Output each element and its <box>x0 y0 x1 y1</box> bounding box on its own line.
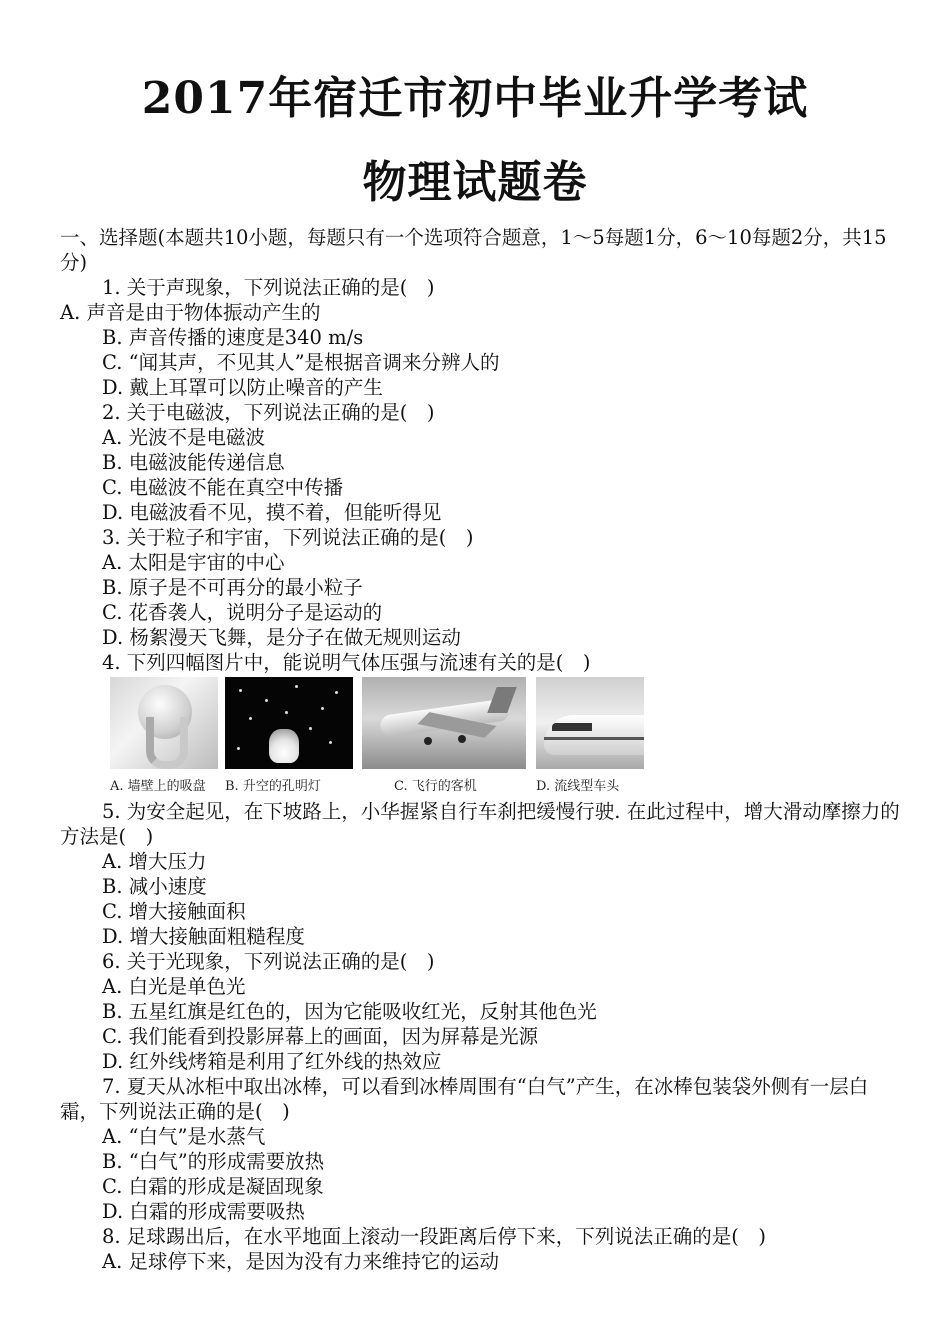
option-1b: B. 声音传播的速度是340 m/s <box>102 326 364 349</box>
option-1a: A. 声音是由于物体振动产生的 <box>60 301 321 324</box>
option-2d: D. 电磁波看不见，摸不着，但能听得见 <box>102 501 442 524</box>
caption-b: B. 升空的孔明灯 <box>225 779 321 794</box>
option-7d: D. 白霜的形成需要吸热 <box>102 1200 305 1223</box>
suction-cup-hook-image <box>110 677 218 769</box>
option-7c: C. 白霜的形成是凝固现象 <box>102 1175 324 1198</box>
question-8: 8. 足球踢出后，在水平地面上滚动一段距离后停下来，下列说法正确的是( ) <box>102 1225 767 1248</box>
option-3b: B. 原子是不可再分的最小粒子 <box>102 576 363 599</box>
option-1c: C. “闻其声，不见其人”是根据音调来分辨人的 <box>102 351 500 374</box>
option-6a: A. 白光是单色光 <box>102 975 246 998</box>
option-3c: C. 花香袭人，说明分子是运动的 <box>102 601 383 624</box>
section-heading: 一、选择题(本题共10小题，每题只有一个选项符合题意，1～5每题1分，6～10每题2分，共15分) <box>60 226 887 274</box>
question-6: 6. 关于光现象，下列说法正确的是( ) <box>102 950 435 973</box>
option-5d: D. 增大接触面粗糙程度 <box>102 925 305 948</box>
question-2: 2. 关于电磁波，下列说法正确的是( ) <box>102 401 435 424</box>
option-2a: A. 光波不是电磁波 <box>102 426 265 449</box>
bullet-train-image <box>536 677 644 769</box>
question-1: 1. 关于声现象，下列说法正确的是( ) <box>102 276 435 299</box>
option-3a: A. 太阳是宇宙的中心 <box>102 551 285 574</box>
question-7: 7. 夏天从冰柜中取出冰棒，可以看到冰棒周围有“白气”产生，在冰棒包装袋外侧有一层白霜，下列说法正确的是( ) <box>60 1075 869 1123</box>
option-7b: B. “白气”的形成需要放热 <box>102 1150 325 1173</box>
exam-title: 2017年宿迁市初中毕业升学考试 <box>141 73 809 124</box>
question-5: 5. 为安全起见，在下坡路上，小华握紧自行车刹把缓慢行驶. 在此过程中，增大滑动摩擦力的方法是( ) <box>60 800 900 848</box>
airplane-image <box>362 677 526 769</box>
question-4: 4. 下列四幅图片中，能说明气体压强与流速有关的是( ) <box>102 651 591 674</box>
exam-subtitle: 物理试题卷 <box>362 157 588 208</box>
sky-lantern-image <box>225 677 353 769</box>
option-2c: C. 电磁波不能在真空中传播 <box>102 476 344 499</box>
caption-a: A. 墙壁上的吸盘 <box>110 779 206 794</box>
option-5c: C. 增大接触面积 <box>102 900 246 923</box>
option-8a: A. 足球停下来，是因为没有力来维持它的运动 <box>102 1250 499 1273</box>
option-6d: D. 红外线烤箱是利用了红外线的热效应 <box>102 1050 442 1073</box>
caption-d: D. 流线型车头 <box>536 779 620 794</box>
exam-content <box>60 225 900 1274</box>
option-7a: A. “白气”是水蒸气 <box>102 1125 266 1148</box>
option-6c: C. 我们能看到投影屏幕上的画面，因为屏幕是光源 <box>102 1025 539 1048</box>
option-5a: A. 增大压力 <box>102 850 207 873</box>
option-2b: B. 电磁波能传递信息 <box>102 451 285 474</box>
option-1d: D. 戴上耳罩可以防止噪音的产生 <box>102 376 383 399</box>
question-4-figures <box>100 677 900 799</box>
question-3: 3. 关于粒子和宇宙，下列说法正确的是( ) <box>102 526 474 549</box>
option-3d: D. 杨絮漫天飞舞，是分子在做无规则运动 <box>102 626 461 649</box>
option-5b: B. 减小速度 <box>102 875 207 898</box>
option-6b: B. 五星红旗是红色的，因为它能吸收红光，反射其他色光 <box>102 1000 597 1023</box>
caption-c: C. 飞行的客机 <box>394 779 477 794</box>
